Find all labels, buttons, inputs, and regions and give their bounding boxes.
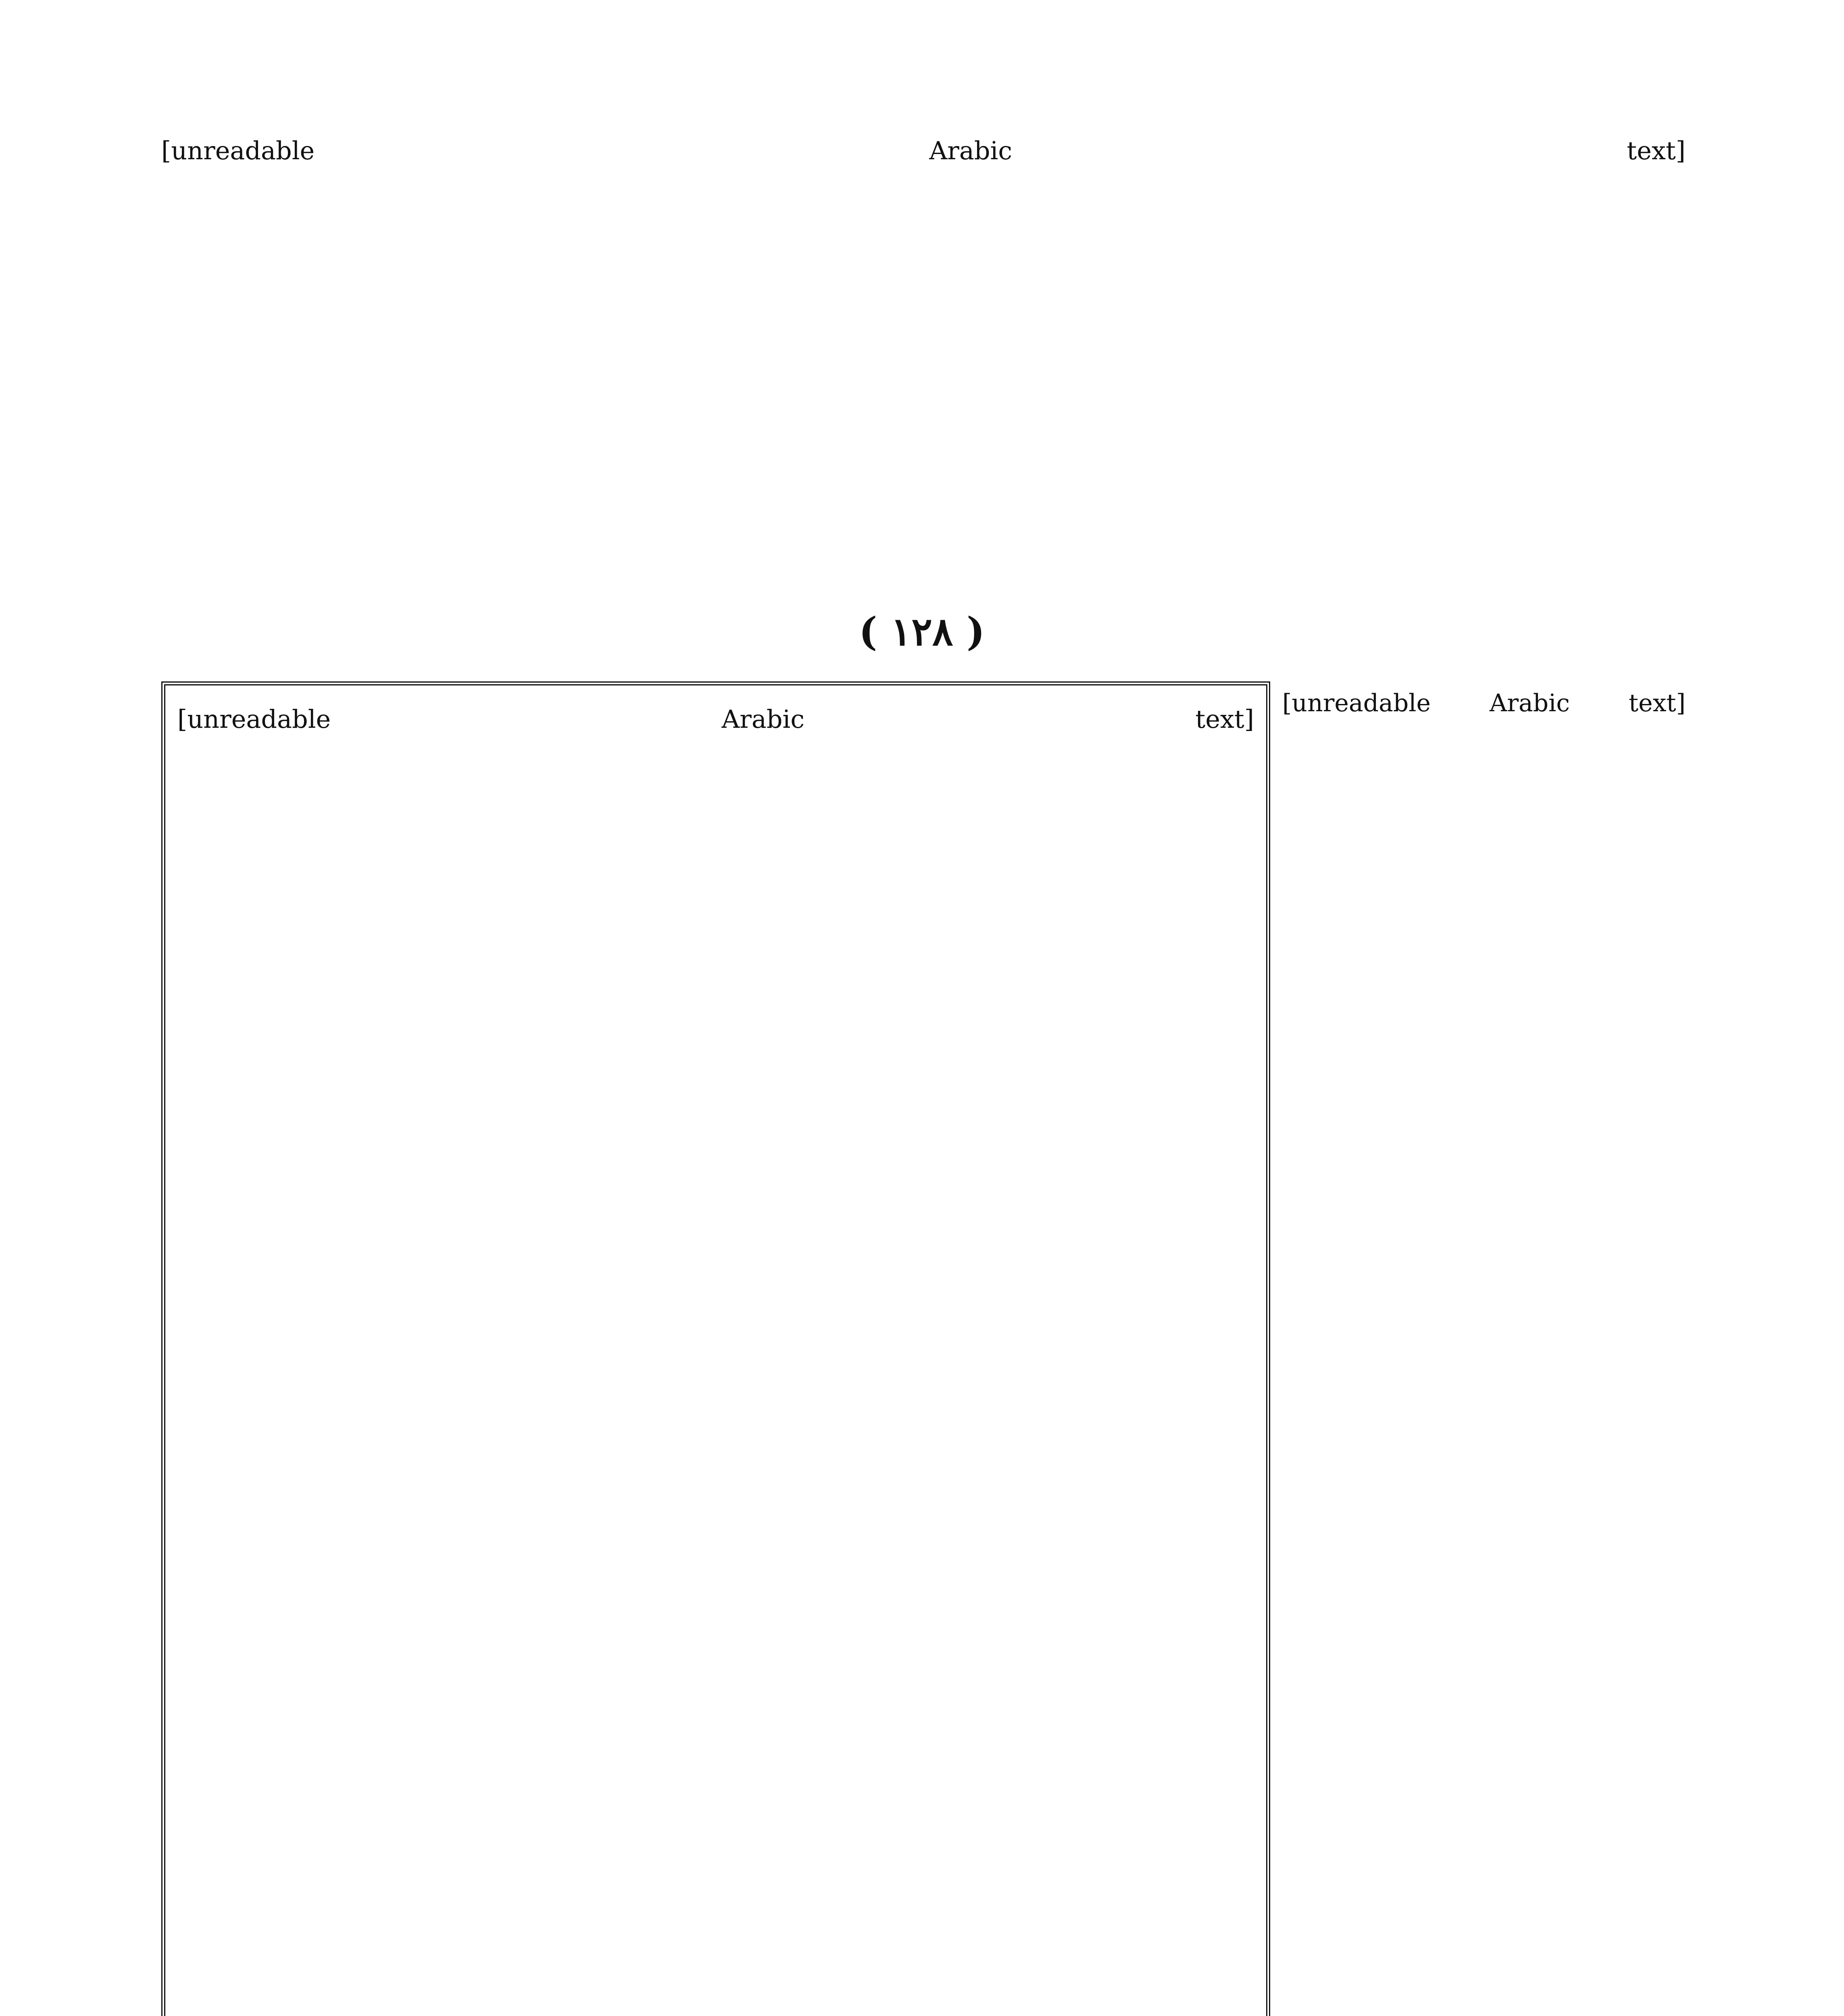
commentary-line: [unreadable Arabic text]: [161, 136, 1686, 165]
side-gloss: [1282, 685, 1686, 724]
page-number: ( ١٢٨ ): [859, 609, 985, 654]
framed-main-text: [177, 702, 1254, 740]
top-commentary: [161, 133, 1686, 171]
gloss-line: [unreadable Arabic text]: [1282, 689, 1686, 717]
main-text-line: [unreadable Arabic text]: [177, 704, 1254, 734]
framed-main-text-box: [161, 681, 1270, 2016]
